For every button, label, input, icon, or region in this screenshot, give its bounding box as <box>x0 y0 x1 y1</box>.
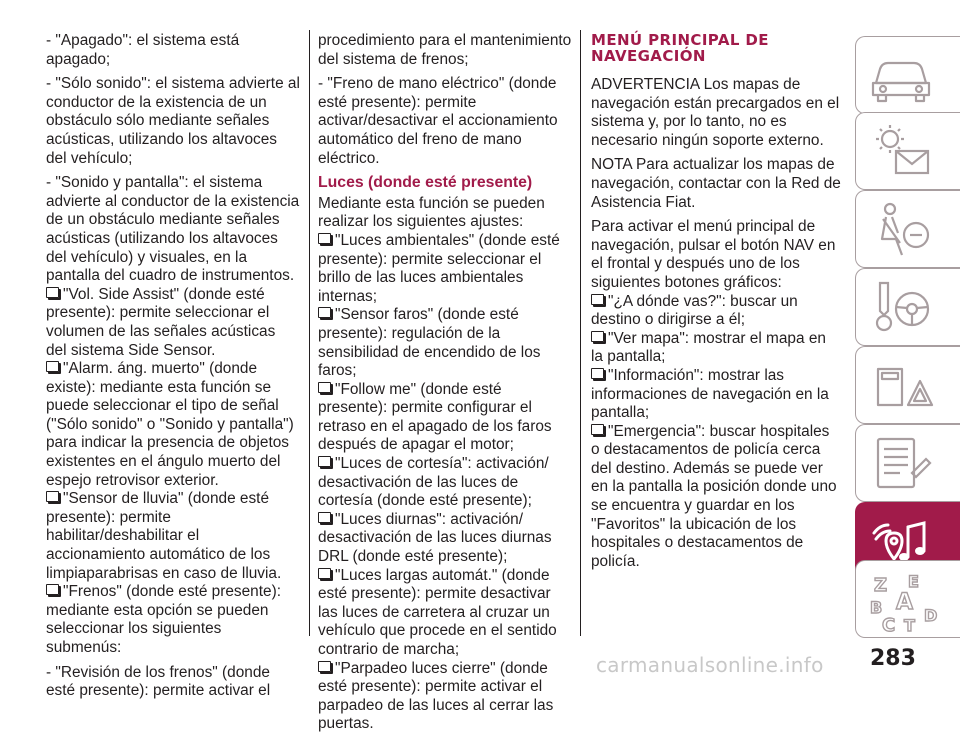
list-item: "Información": mostrar las informaciones de navegación en la pantalla; <box>591 366 829 422</box>
paragraph: Para activar el menú principal de navegación, pulsar el botón NAV en el frontal y después uno de los siguientes botones gráficos: <box>591 218 836 291</box>
list-item: "Sensor faros" (donde esté presente): regulación de la sensibilidad de encendido de los faros; <box>318 306 541 380</box>
paragraph: ADVERTENCIA Los mapas de navegación están precargados en el sistema y, por lo tanto, no es necesario ningún soporte externo. <box>591 76 840 149</box>
bullet-box-icon <box>318 661 331 672</box>
svg-text:C: C <box>882 615 896 635</box>
paragraph: Mediante esta función se pueden realizar los siguientes ajustes: <box>318 194 545 231</box>
bullet-box-icon <box>318 568 331 579</box>
paragraph: - "Sonido y pantalla": el sistema advierte al conductor de la existencia de un obstáculo mediante señales acústicas (utilizando los altavoces del vehículo) y visuales, en la pantalla del cuadro de instrumentos. <box>46 174 300 285</box>
column-divider <box>580 30 581 636</box>
list-item: "Sensor de lluvia" (donde esté presente): permite habilitar/deshabilitar el accionamiento automático de los limpiaparabrisas en caso de lluvia. <box>46 490 282 582</box>
list-item: "Luces diurnas": activación/ desactivación de las luces diurnas DRL (donde esté presente); <box>318 510 552 566</box>
bullet-box-icon <box>46 287 59 298</box>
bullet-box-icon <box>46 361 59 372</box>
column-left <box>46 32 300 707</box>
list-item: "Follow me" (donde esté presente): permite configurar el retraso en el apagado de los faros después de apagar el motor; <box>318 380 552 454</box>
page-number: 283 <box>870 646 916 671</box>
alphabetical-index-icon <box>868 569 948 635</box>
list-item: "Alarm. áng. muerto" (donde existe): mediante esta función se puede seleccionar el tipo de señal ("Sólo sonido" o "Sonido y pantalla") para indicar la presencia de objetos existentes en el ángulo muerto del espejo retrovisor exterior. <box>46 360 294 489</box>
tab-car[interactable] <box>855 36 960 114</box>
paragraph: - "Apagado": el sistema está apagado; <box>46 32 240 68</box>
warning-lights-icon <box>868 121 938 183</box>
svg-text:Z: Z <box>874 575 888 596</box>
tab-start-driving[interactable] <box>855 268 960 346</box>
list-item: "Luces ambientales" (donde esté presente): permite seleccionar el brillo de las luces ambientales internas; <box>318 231 560 305</box>
paragraph: - "Revisión de los frenos" (donde esté presente): permite activar el <box>46 663 271 700</box>
section-heading: MENÚ PRINCIPAL DE NAVEGACIÓN <box>591 31 769 65</box>
bullet-box-icon <box>591 294 604 305</box>
watermark: carmanualsonline.info <box>596 653 824 677</box>
svg-text:T: T <box>904 616 915 635</box>
paragraph: - "Freno de mano eléctrico" (donde esté presente): permite activar/desactivar el accionamiento automático del freno de mano eléctrico. <box>318 75 558 167</box>
bullet-box-icon <box>591 424 604 435</box>
maintenance-checklist-icon <box>868 433 938 495</box>
svg-text:D: D <box>924 606 938 625</box>
column-right <box>591 32 841 571</box>
svg-text:B: B <box>870 598 883 617</box>
list-item: "¿A dónde vas?": buscar un destino o dirigirse a él; <box>591 292 798 329</box>
column-middle <box>318 32 574 734</box>
tab-safety[interactable] <box>855 190 960 268</box>
list-item: "Frenos" (donde esté presente): mediante esta opción se pueden seleccionar los siguientes submenús: <box>46 583 281 656</box>
breakdown-triangle-icon <box>868 355 938 417</box>
bullet-box-icon <box>318 512 331 523</box>
tab-emergency[interactable] <box>855 346 960 424</box>
bullet-box-icon <box>591 331 604 342</box>
tab-warning-lights[interactable] <box>855 112 960 190</box>
list-item: "Luces largas automát." (donde esté presente): permite desactivar las luces de carretera al cruzar un vehículo que procede en el sentido contrario de marcha; <box>318 566 557 658</box>
list-item: "Parpadeo luces cierre" (donde esté presente): permite activar el parpadeo de las luces al cerrar las puertas. <box>318 659 554 733</box>
svg-text:A: A <box>896 590 914 615</box>
paragraph: - "Sólo sonido": el sistema advierte al conductor de la existencia de un obstáculo sólo mediante señales acústicas, utilizando los altavoces del vehículo; <box>46 75 300 167</box>
paragraph: NOTA Para actualizar los mapas de navegación, contactar con la Red de Asistencia Fiat. <box>591 156 841 211</box>
bullet-box-icon <box>318 307 331 318</box>
column-divider <box>309 30 310 636</box>
bullet-box-icon <box>46 584 59 595</box>
list-item: "Ver mapa": mostrar el mapa en la pantalla; <box>591 329 826 366</box>
list-item: "Luces de cortesía": activación/ desactivación de las luces de cortesía (donde esté presente); <box>318 455 549 510</box>
tab-index[interactable] <box>855 560 960 638</box>
car-icon <box>868 45 938 105</box>
paragraph: procedimiento para el mantenimiento del sistema de frenos; <box>318 32 572 68</box>
list-item: "Vol. Side Assist" (donde esté presente): permite seleccionar el volumen de las señales acústicas del sistema Side Sensor. <box>46 285 276 359</box>
bullet-box-icon <box>318 456 331 467</box>
bullet-box-icon <box>591 368 604 379</box>
bullet-box-icon <box>46 491 59 502</box>
section-subheading: Luces (donde esté presente) <box>318 174 533 192</box>
bullet-box-icon <box>318 382 331 393</box>
key-steering-wheel-icon <box>868 277 938 339</box>
svg-text:E: E <box>908 572 919 591</box>
seatbelt-airbag-icon <box>868 199 938 261</box>
bullet-box-icon <box>318 233 331 244</box>
list-item: "Emergencia": buscar hospitales o destacamentos de policía cerca del destino. Además se puede ver en la pantalla la posición donde uno se encuentra y guardar en los "Favoritos" la ubicación de los hospitales o destacamentos de policía. <box>591 422 837 570</box>
tab-maintenance[interactable] <box>855 424 960 502</box>
